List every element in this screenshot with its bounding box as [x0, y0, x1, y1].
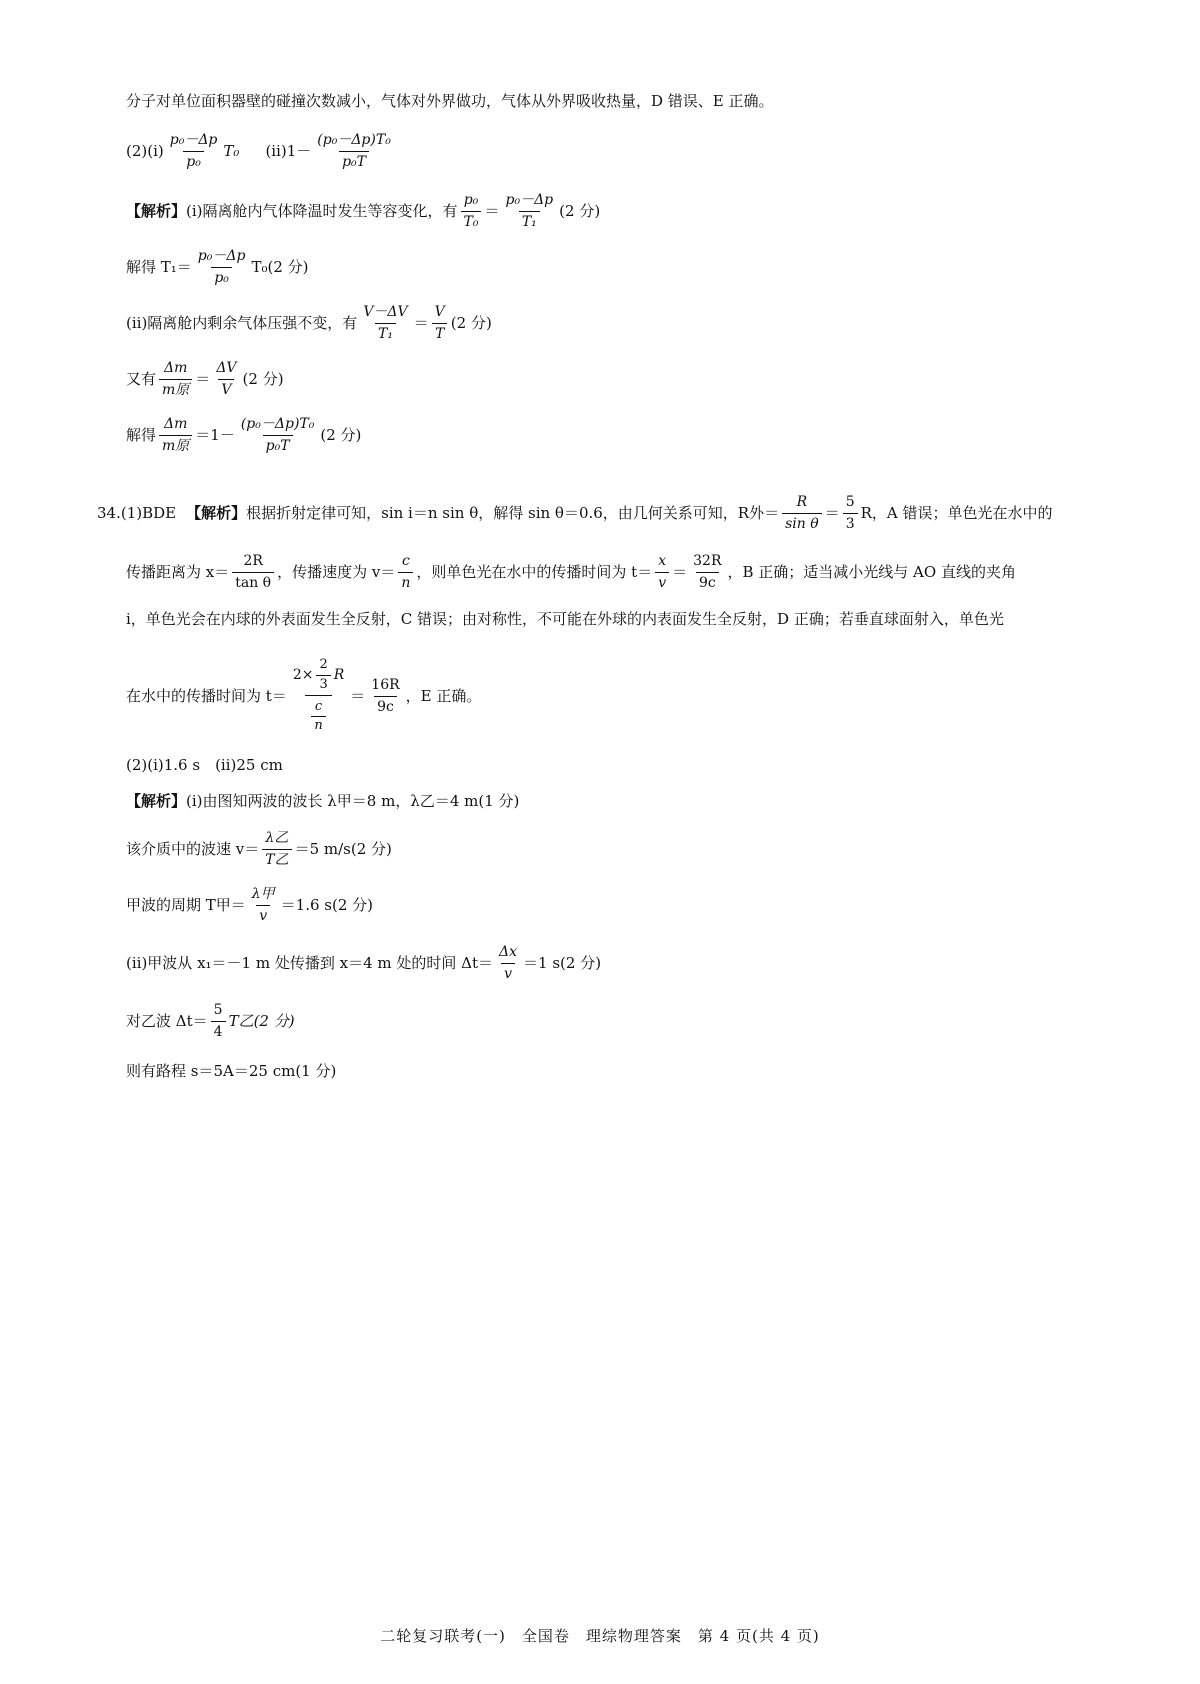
analysis-line-1: 【解析】 (ⅰ)隔离舱内气体降温时发生等容变化，有 $\frac{\text{p₀}}{\text{T₀}}$ ＝ $\frac{\text{p₀－Δp}}{\text{T₁}}$ (2 分) — [126, 192, 601, 230]
analysis-34-line-6: 则有路程 s＝5A＝25 cm(1 分) — [126, 1062, 337, 1080]
fraction: $\frac{\text{(p₀－Δp)T₀}}{\text{p₀T}}$ — [317, 132, 391, 170]
fraction: $\frac{c}{n}$ — [311, 700, 325, 735]
question-34-line-2: 传播距离为 x＝ $\frac{2R}{\text{tan θ}}$ ，传播速度为 v＝ $\frac{c}{n}$ ，则单色光在水中的传播时间为 t＝ $\frac{x}{v}$ ＝ $\frac{32R}{9c}$ ，B 正确；适当减小光线与 AO 直线的夹角 — [126, 553, 1016, 591]
fraction: $\frac{\text{p₀－Δp}}{\text{T₁}}$ — [505, 192, 554, 230]
fraction: $\frac{\Delta V}{V}$ — [216, 360, 237, 398]
fraction: $\frac{16R}{9c}$ — [371, 677, 400, 715]
analysis-34-line-1: 【解析】 (ⅰ)由图知两波的波长 λ甲＝8 m，λ乙＝4 m(1 分) — [126, 792, 520, 810]
fraction: $\frac{\text{(p₀－Δp)T₀}}{\text{p₀T}}$ — [240, 416, 315, 454]
question-34-line-1: 34.(1)BDE 【解析】 根据折射定律可知，sin i＝n sin θ，解得 sin θ＝0.6，由几何关系可知，R外＝ $\frac{R}{\text{sin θ}}$ ＝ $\frac{5}{3}$ R，A 错误；单色光在水中的 — [97, 494, 1053, 532]
question-number: 34.(1)BDE — [97, 504, 177, 522]
compound-fraction: 2× $\frac{2}{3}$ R $\frac{c}{n}$ — [292, 656, 345, 734]
question-34-line-4: 在水中的传播时间为 t＝ 2× $\frac{2}{3}$ R $\frac{c}{n}$ ＝ $\frac{16R}{9c}$ ，E 正确。 — [126, 656, 482, 734]
page-footer: 二轮复习联考(一) 全国卷 理综物理答案 第 4 页(共 4 页) — [380, 1627, 820, 1645]
analysis-tag: 【解析】 — [186, 504, 247, 522]
analysis-34-line-3: 甲波的周期 T甲＝ $\frac{\text{λ甲}}{v}$ ＝1.6 s(2 分) — [126, 886, 373, 924]
analysis-line-4: 又有 $\frac{\Delta m}{\text{m原}}$ ＝ $\frac{\Delta V}{V}$ (2 分) — [126, 360, 284, 398]
analysis-34-line-2: 该介质中的波速 v＝ $\frac{\text{λ乙}}{\text{T乙}}$ ＝5 m/s(2 分) — [126, 830, 392, 868]
fraction: $\frac{c}{n}$ — [398, 553, 413, 590]
fraction: $\frac{\Delta m}{\text{m原}}$ — [159, 416, 192, 453]
answer-34-2-summary: (2)(ⅰ)1.6 s (ⅱ)25 cm — [126, 756, 283, 774]
analysis-tag: 【解析】 — [126, 792, 187, 810]
fraction: $\frac{\text{λ乙}}{\text{T乙}}$ — [262, 830, 291, 867]
fraction: $\frac{5}{4}$ — [211, 1002, 226, 1039]
analysis-line-2: 解得 T₁＝ $\frac{\text{p₀－Δp}}{\text{p₀}}$ T₀(2 分) — [126, 248, 309, 286]
question-34-line-3: i，单色光会在内球的外表面发生全反射，C 错误；由对称性，不可能在外球的内表面发生全反射，D 正确；若垂直球面射入，单色光 — [126, 610, 1004, 628]
fraction: $\frac{V-\Delta V}{\text{T₁}}$ — [363, 304, 408, 342]
text-line-1 — [126, 92, 1120, 110]
fraction: $\frac{\Delta x}{v}$ — [499, 944, 518, 982]
fraction: $\frac{2R}{\text{tan θ}}$ — [232, 553, 274, 590]
analysis-line-5: 解得 $\frac{\Delta m}{\text{m原}}$ ＝1－ $\frac{\text{(p₀－Δp)T₀}}{\text{p₀T}}$ (2 分) — [126, 416, 362, 454]
fraction: $\frac{\text{p₀－Δp}}{\text{p₀}}$ — [169, 132, 218, 170]
answer-2-summary: (2)(ⅰ) $\frac{\text{p₀－Δp}}{\text{p₀}}$ T₀ (ⅱ)1－ $\frac{\text{(p₀－Δp)T₀}}{\text{p₀T}}$ — [126, 128, 1120, 174]
fraction: $\frac{\text{p₀－Δp}}{\text{p₀}}$ — [197, 248, 246, 286]
fraction: $\frac{V}{T}$ — [432, 304, 448, 341]
fraction: $\frac{5}{3}$ — [843, 494, 858, 531]
fraction: $\frac{\Delta m}{\text{m原}}$ — [159, 360, 192, 397]
analysis-line-3: (ⅱ)隔离舱内剩余气体压强不变，有 $\frac{V-\Delta V}{\text{T₁}}$ ＝ $\frac{V}{T}$ (2 分) — [126, 304, 492, 342]
fraction: $\frac{32R}{9c}$ — [693, 553, 722, 591]
fraction: $\frac{\text{λ甲}}{v}$ — [251, 886, 275, 924]
fraction: $\frac{R}{\text{sin θ}}$ — [782, 494, 822, 531]
analysis-34-line-4: (ⅱ)甲波从 x₁＝－1 m 处传播到 x＝4 m 处的时间 Δt＝ $\frac{\Delta x}{v}$ ＝1 s(2 分) — [126, 944, 602, 982]
analysis-34-line-5: 对乙波 Δt＝ $\frac{5}{4}$ T乙(2 分) — [126, 1002, 295, 1040]
analysis-tag: 【解析】 — [126, 202, 187, 220]
fraction: $\frac{\text{p₀}}{\text{T₀}}$ — [461, 192, 482, 229]
text: 分子对单位面积器壁的碰撞次数减小，气体对外界做功，气体从外界吸收热量，D 错误、E 正确。 — [126, 92, 774, 110]
fraction: $\frac{2}{3}$ — [316, 658, 330, 693]
fraction: $\frac{x}{v}$ — [655, 553, 669, 590]
